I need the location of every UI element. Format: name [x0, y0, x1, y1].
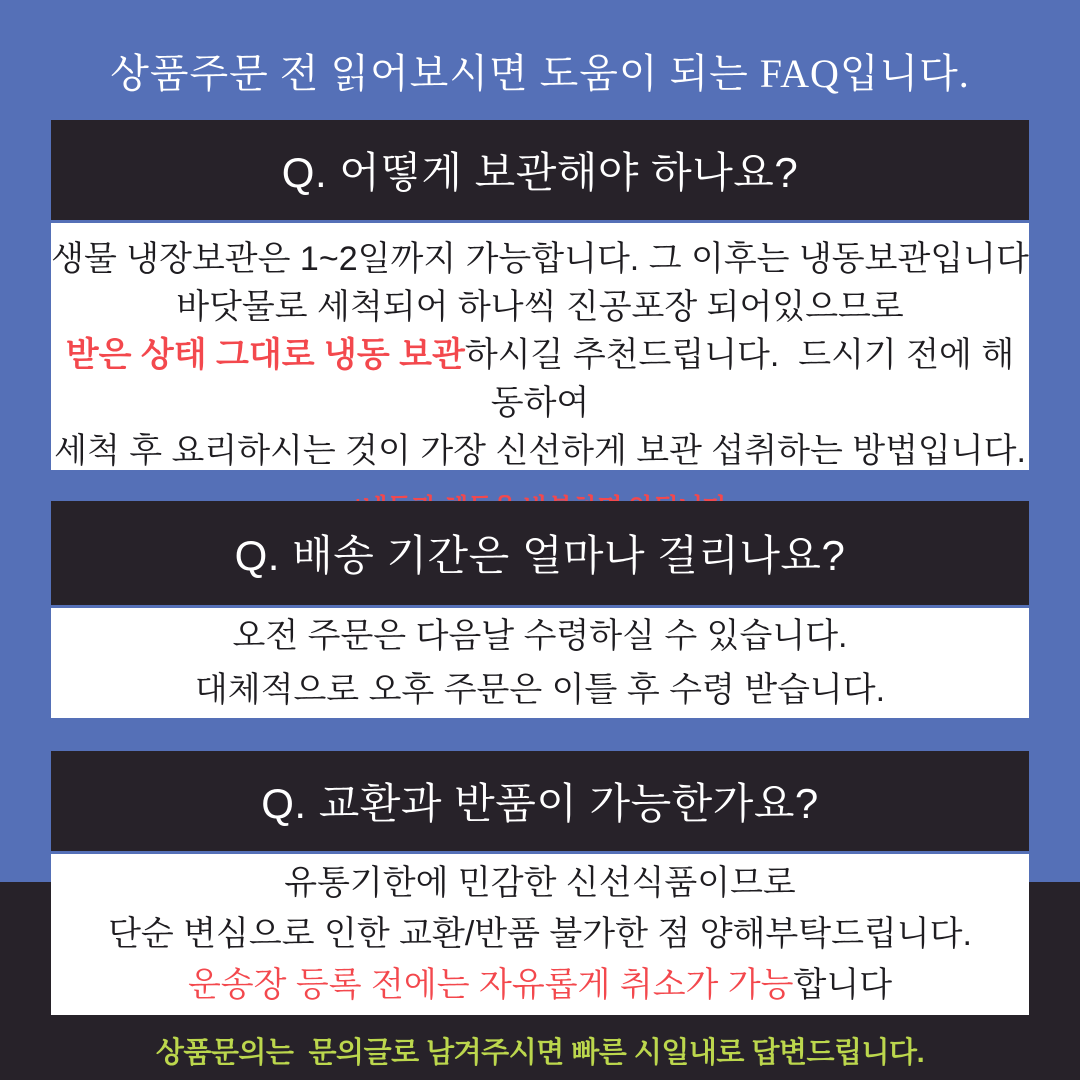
faq-question-3-label: Q. 교환과 반품이 가능한가요? [261, 780, 819, 827]
page-title: 상품주문 전 읽어보시면 도움이 되는 FAQ입니다. [110, 51, 970, 96]
highlight-cancel-possible: 운송장 등록 전에는 자유롭게 취소가 가능 [187, 966, 794, 1004]
answer-line: 유통기한에 민감한 신선식품이므로 [284, 864, 796, 902]
faq-answer-2 [51, 608, 1029, 718]
faq-answer-1 [51, 223, 1029, 470]
faq-question-3 [51, 751, 1029, 851]
answer-line: 오전 주문은 다음날 수령하실 수 있습니다. [232, 617, 848, 655]
faq-question-2-label: Q. 배송 기간은 얼마나 걸리나요? [234, 532, 846, 579]
faq-question-2 [51, 501, 1029, 605]
answer-line: 대체적으로 오후 주문은 이틀 후 수령 받습니다. [194, 671, 886, 709]
faq-question-1-label: Q. 어떻게 보관해야 하나요? [281, 149, 799, 196]
faq-question-1 [51, 120, 1029, 220]
answer-line-rest: 하시길 추천드립니다. 드시기 전에 해동하여 [464, 336, 1015, 422]
answer-line: 생물 냉장보관은 1~2일까지 가능합니다. 그 이후는 냉동보관입니다 [51, 240, 1029, 278]
answer-line [51, 331, 1029, 427]
highlight-keep-frozen: 받은 상태 그대로 냉동 보관 [65, 336, 465, 374]
footer-note: 상품문의는 문의글로 남겨주시면 빠른 시일내로 답변드립니다. [155, 1037, 925, 1069]
answer-line: 바닷물로 세척되어 하나씩 진공포장 되어있으므로 [176, 288, 904, 326]
answer-line: 단순 변심으로 인한 교환/반품 불가한 점 양해부탁드립니다. [108, 915, 972, 953]
answer-line: 세척 후 요리하시는 것이 가장 신선하게 보관 섭취하는 방법입니다. [54, 432, 1026, 470]
faq-answer-3 [51, 854, 1029, 1015]
answer-line-rest: 합니다 [793, 966, 893, 1004]
answer-line [188, 960, 892, 1011]
